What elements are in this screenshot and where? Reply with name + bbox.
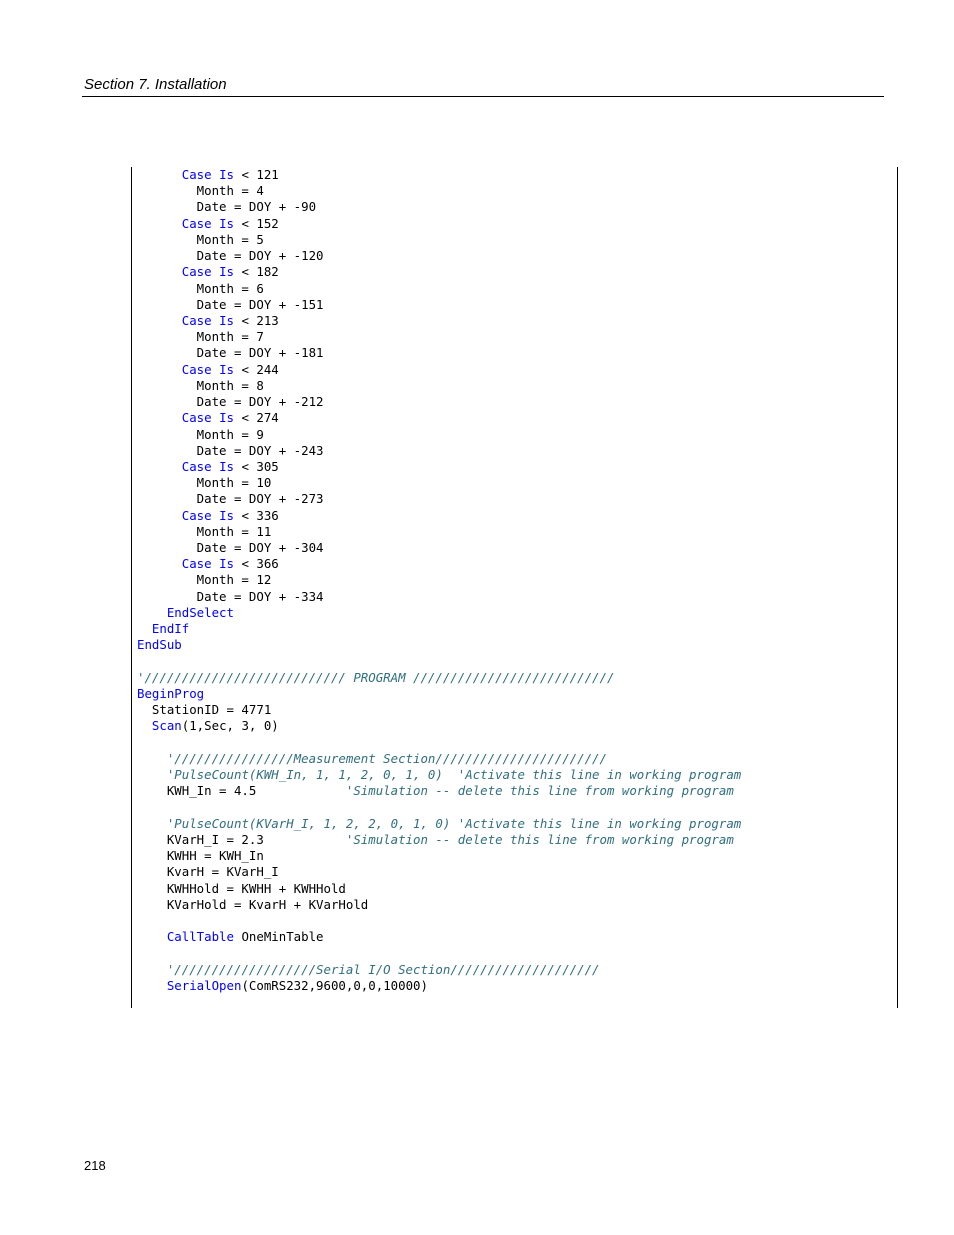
code-text [137,767,167,782]
code-line [137,524,741,540]
code-line [137,783,741,799]
code-line [137,394,741,410]
code-line [137,897,741,913]
code-line [137,556,741,572]
code-text [137,459,182,474]
code-text: Date = DOY + -90 [137,199,317,215]
code-line [137,427,741,443]
code-text: Month = 9 [137,426,264,442]
code-keyword: EndIf [151,621,190,637]
code-line [137,978,741,994]
code-keyword: Case Is [181,458,234,474]
code-line [137,848,741,864]
code-keyword: Case Is [181,215,234,231]
code-line [137,832,741,848]
code-line [137,654,741,670]
code-text [137,216,182,231]
code-text [137,621,152,636]
code-text: Date = DOY + -273 [137,491,324,507]
code-line [137,248,741,264]
code-text [137,556,182,571]
code-comment: '/////////////////////////// PROGRAM /////////////////////////// [137,669,615,685]
code-line [137,751,741,767]
code-line [137,459,741,475]
code-text: KVarH_I = 2.3 [137,831,346,847]
code-line [137,475,741,491]
code-text: Month = 12 [137,572,272,588]
code-comment: 'PulseCount(KWH_In, 1, 1, 2, 0, 1, 0) 'Activate this line in working program [166,767,742,783]
code-text [137,605,167,620]
code-comment: '///////////////////Serial I/O Section//////////////////// [166,961,600,977]
code-line [137,735,741,751]
code-text [137,816,167,831]
code-line [137,864,741,880]
code-keyword: Case Is [181,410,234,426]
code-line [137,167,741,183]
code-line [137,962,741,978]
code-text: StationID = 4771 [137,702,272,718]
code-comment: 'PulseCount(KVarH_I, 1, 2, 2, 0, 1, 0) 'Activate this line in working program [166,815,742,831]
code-line [137,637,741,653]
code-text: < 274 [233,410,279,426]
code-keyword: Case Is [181,361,234,377]
code-text: Month = 10 [137,475,272,491]
code-line [137,702,741,718]
code-text: < 182 [233,264,279,280]
code-keyword: Scan [151,718,182,734]
code-text: < 305 [233,458,279,474]
code-line [137,946,741,962]
code-text: Date = DOY + -181 [137,345,324,361]
code-keyword: Case Is [181,264,234,280]
code-line [137,297,741,313]
code-line [137,913,741,929]
code-text [137,313,182,328]
code-line [137,508,741,524]
code-text: KvarH = KVarH_I [137,864,279,880]
code-line [137,800,741,816]
code-line [137,313,741,329]
code-line [137,670,741,686]
code-text: KWH_In = 4.5 [137,783,346,799]
code-comment: 'Simulation -- delete this line from working program [345,831,734,847]
section-header: Section 7. Installation [84,76,227,93]
code-line [137,378,741,394]
code-text [137,167,182,182]
code-line [137,216,741,232]
code-text: Date = DOY + -334 [137,588,324,604]
code-listing [137,167,741,994]
code-line [137,264,741,280]
code-text: Date = DOY + -243 [137,442,324,458]
code-text: < 366 [233,556,279,572]
code-line [137,232,741,248]
code-line [137,491,741,507]
code-text: KWHH = KWH_In [137,848,264,864]
code-text: Date = DOY + -151 [137,296,324,312]
code-line [137,621,741,637]
code-line [137,281,741,297]
code-text [137,751,167,766]
code-text: Month = 7 [137,329,264,345]
code-keyword: Case Is [181,507,234,523]
code-keyword: Case Is [181,167,234,182]
code-text: Date = DOY + -120 [137,248,324,264]
code-text [137,962,167,977]
code-text: (1,Sec, 3, 0) [181,718,279,734]
code-line [137,183,741,199]
code-comment: '////////////////Measurement Section/////////////////////// [166,750,607,766]
code-keyword: EndSub [137,637,182,653]
code-text [137,718,152,733]
code-text: KWHHold = KWHH + KWHHold [137,880,346,896]
code-text: < 336 [233,507,279,523]
code-line [137,345,741,361]
code-line [137,589,741,605]
code-line [137,605,741,621]
code-text: < 152 [233,215,279,231]
code-line [137,540,741,556]
code-text: Month = 6 [137,280,264,296]
code-line [137,443,741,459]
code-line [137,718,741,734]
code-line [137,572,741,588]
code-text: KVarHold = KvarH + KVarHold [137,896,369,912]
code-text: (ComRS232,9600,0,0,10000) [241,977,428,993]
code-text: Month = 11 [137,523,272,539]
code-line [137,362,741,378]
code-line [137,329,741,345]
code-text [137,362,182,377]
code-keyword: CallTable [166,929,234,945]
code-text: Month = 5 [137,231,264,247]
code-line [137,929,741,945]
code-keyword: Case Is [181,556,234,572]
code-text: Date = DOY + -212 [137,394,324,410]
code-line [137,410,741,426]
code-keyword: SerialOpen [166,977,242,993]
header-rule [82,96,884,97]
code-text: < 244 [233,361,279,377]
code-keyword: Case Is [181,312,234,328]
code-text: < 213 [233,312,279,328]
code-line [137,881,741,897]
code-comment: 'Simulation -- delete this line from working program [345,783,734,799]
code-line [137,767,741,783]
code-line [137,686,741,702]
code-text: OneMinTable [233,929,324,945]
code-text: Date = DOY + -304 [137,540,324,556]
code-text [137,508,182,523]
page-number: 218 [84,1158,106,1173]
code-text: < 121 [233,167,279,182]
code-text: Month = 4 [137,183,264,199]
code-keyword: BeginProg [137,686,205,701]
code-text [137,410,182,425]
code-text [137,929,167,944]
code-line [137,199,741,215]
code-line [137,816,741,832]
code-text [137,978,167,993]
code-keyword: EndSelect [166,604,234,620]
code-text: Month = 8 [137,377,264,393]
code-text [137,264,182,279]
